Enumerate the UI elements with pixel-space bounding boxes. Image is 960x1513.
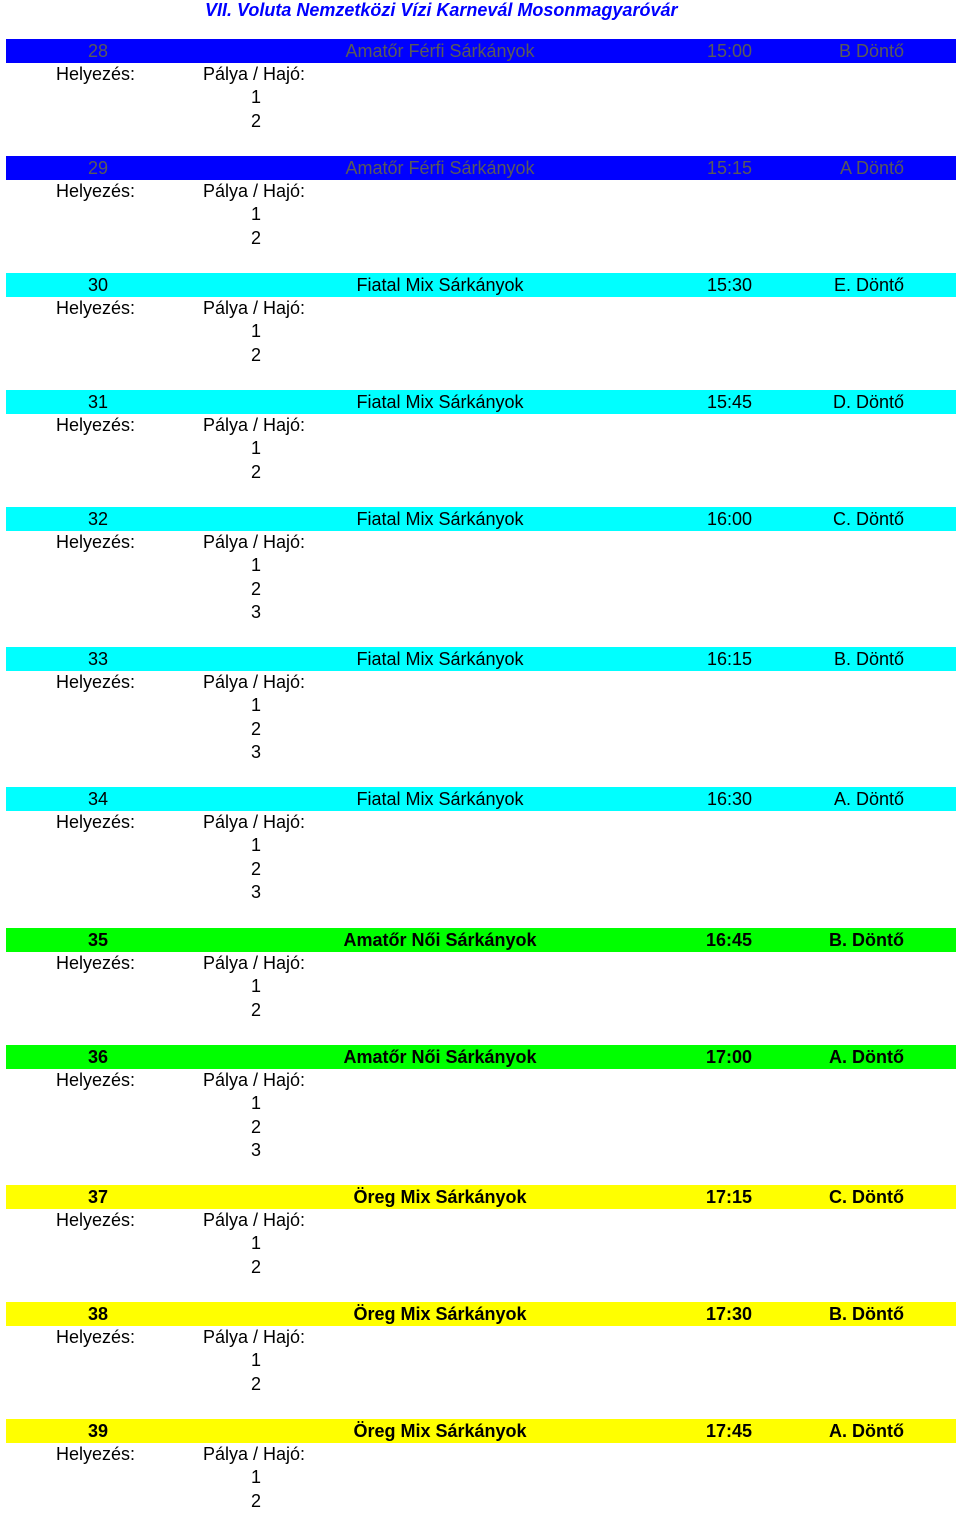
placement-number: 2 (250, 718, 261, 739)
race-header-bar (6, 787, 956, 811)
race-number: 39 (88, 1421, 109, 1441)
race-time: 16:45 (705, 930, 752, 950)
race-category: Öreg Mix Sárkányok (353, 1304, 527, 1324)
lane-boat-label: Pálya / Hajó: (203, 532, 306, 552)
race-time: 15:00 (706, 41, 752, 61)
race-category: Fiatal Mix Sárkányok (356, 649, 524, 669)
race-stage: B. Döntő (829, 1304, 904, 1324)
lane-boat-label: Pálya / Hajó: (203, 1210, 306, 1230)
placement-label: Helyezés: (56, 1327, 136, 1347)
race-number: 37 (88, 1187, 109, 1207)
placement-number: 3 (250, 742, 261, 762)
placement-number: 2 (250, 344, 261, 365)
race-time: 15:30 (706, 275, 752, 295)
placement-number: 1 (250, 976, 261, 996)
race-stage: A. Döntő (833, 789, 904, 809)
result-labels-row (0, 180, 960, 203)
race-header-bar (6, 1185, 956, 1209)
placement-number: 1 (250, 1467, 261, 1487)
placement-label: Helyezés: (56, 672, 136, 692)
placement-number: 2 (250, 227, 261, 248)
race-category: Fiatal Mix Sárkányok (356, 275, 524, 295)
race-header-bar (6, 1045, 956, 1069)
lane-boat-label: Pálya / Hajó: (203, 298, 306, 318)
lane-boat-label: Pálya / Hajó: (203, 415, 306, 435)
race-number: 38 (88, 1304, 109, 1324)
placement-number: 1 (250, 695, 261, 715)
race-stage: C. Döntő (829, 1187, 904, 1207)
race-number: 30 (88, 275, 109, 295)
race-time: 17:15 (705, 1187, 752, 1207)
lane-boat-label: Pálya / Hajó: (203, 1070, 306, 1090)
placement-number: 2 (250, 461, 261, 482)
placement-label: Helyezés: (56, 1210, 136, 1230)
race-header-bar (6, 1419, 956, 1443)
result-labels-row (0, 952, 960, 975)
result-labels-row (0, 1069, 960, 1092)
placement-number: 3 (250, 882, 261, 902)
race-header-bar (6, 39, 956, 63)
placement-number: 1 (250, 204, 261, 224)
race-stage: B. Döntő (829, 930, 904, 950)
race-number: 32 (88, 509, 109, 529)
placement-label: Helyezés: (56, 181, 136, 201)
race-number: 33 (88, 649, 109, 669)
race-header-bar (6, 507, 956, 531)
lane-boat-label: Pálya / Hajó: (203, 1444, 306, 1464)
placement-number: 1 (250, 835, 261, 855)
race-category: Amatőr Férfi Sárkányok (345, 158, 535, 178)
race-header-bar (6, 1302, 956, 1326)
race-header-bar (6, 390, 956, 414)
placement-number: 1 (250, 1233, 261, 1253)
lane-boat-label: Pálya / Hajó: (203, 953, 306, 973)
placement-number: 2 (250, 578, 261, 599)
placement-label: Helyezés: (56, 1070, 136, 1090)
placement-number: 2 (250, 110, 261, 131)
placement-number: 1 (250, 555, 261, 575)
result-labels-row (0, 811, 960, 834)
placement-number: 3 (250, 602, 261, 622)
placement-label: Helyezés: (56, 1444, 136, 1464)
race-header-bar (6, 647, 956, 671)
placement-number: 2 (250, 1256, 261, 1277)
placement-number: 2 (250, 999, 261, 1020)
placement-number: 2 (250, 1373, 261, 1394)
race-time: 17:45 (705, 1421, 752, 1441)
placement-number: 1 (250, 1350, 261, 1370)
race-number: 29 (88, 158, 109, 178)
placement-label: Helyezés: (56, 415, 136, 435)
result-labels-row (0, 63, 960, 86)
placement-label: Helyezés: (56, 298, 136, 318)
result-labels-row (0, 1209, 960, 1232)
race-header-bar (6, 928, 956, 952)
placement-label: Helyezés: (56, 953, 136, 973)
result-labels-row (0, 297, 960, 320)
placement-number: 1 (250, 321, 261, 341)
result-labels-row (0, 1443, 960, 1466)
race-time: 17:00 (705, 1047, 752, 1067)
placement-label: Helyezés: (56, 812, 136, 832)
lane-boat-label: Pálya / Hajó: (203, 181, 306, 201)
race-stage: C. Döntő (832, 509, 904, 529)
placement-number: 2 (250, 1490, 261, 1511)
placement-number: 1 (250, 1093, 261, 1113)
race-time: 16:15 (706, 649, 752, 669)
race-number: 36 (88, 1047, 109, 1067)
lane-boat-label: Pálya / Hajó: (203, 1327, 306, 1347)
placement-number: 2 (250, 1116, 261, 1137)
result-labels-row (0, 671, 960, 694)
page-title: VII. Voluta Nemzetközi Vízi Karnevál Mosonmagyaróvár (205, 0, 678, 20)
race-stage: A. Döntő (829, 1421, 904, 1441)
placement-number: 1 (250, 438, 261, 458)
race-category: Amatőr Női Sárkányok (343, 930, 537, 950)
result-labels-row (0, 1326, 960, 1349)
race-time: 16:00 (706, 509, 752, 529)
race-time: 17:30 (705, 1304, 752, 1324)
race-category: Amatőr Férfi Sárkányok (345, 41, 535, 61)
race-number: 28 (88, 41, 109, 61)
race-time: 15:15 (706, 158, 752, 178)
race-header-bar (6, 273, 956, 297)
race-stage: B. Döntő (833, 649, 904, 669)
race-category: Öreg Mix Sárkányok (353, 1187, 527, 1207)
placement-label: Helyezés: (56, 64, 136, 84)
race-header-bar (6, 156, 956, 180)
race-category: Öreg Mix Sárkányok (353, 1421, 527, 1441)
race-category: Fiatal Mix Sárkányok (356, 509, 524, 529)
race-number: 35 (88, 930, 109, 950)
lane-boat-label: Pálya / Hajó: (203, 672, 306, 692)
lane-boat-label: Pálya / Hajó: (203, 812, 306, 832)
race-category: Fiatal Mix Sárkányok (356, 789, 524, 809)
race-number: 34 (88, 789, 109, 809)
race-time: 16:30 (706, 789, 752, 809)
race-category: Amatőr Női Sárkányok (343, 1047, 537, 1067)
lane-boat-label: Pálya / Hajó: (203, 64, 306, 84)
race-stage: B Döntő (838, 41, 904, 61)
race-stage: E. Döntő (833, 275, 904, 295)
race-stage: A Döntő (839, 158, 904, 178)
result-labels-row (0, 531, 960, 554)
race-category: Fiatal Mix Sárkányok (356, 392, 524, 412)
result-labels-row (0, 414, 960, 437)
race-number: 31 (88, 392, 109, 412)
race-time: 15:45 (706, 392, 752, 412)
placement-number: 2 (250, 858, 261, 879)
race-stage: A. Döntő (829, 1047, 904, 1067)
placement-label: Helyezés: (56, 532, 136, 552)
placement-number: 3 (250, 1140, 261, 1160)
placement-number: 1 (250, 87, 261, 107)
race-stage: D. Döntő (832, 392, 904, 412)
